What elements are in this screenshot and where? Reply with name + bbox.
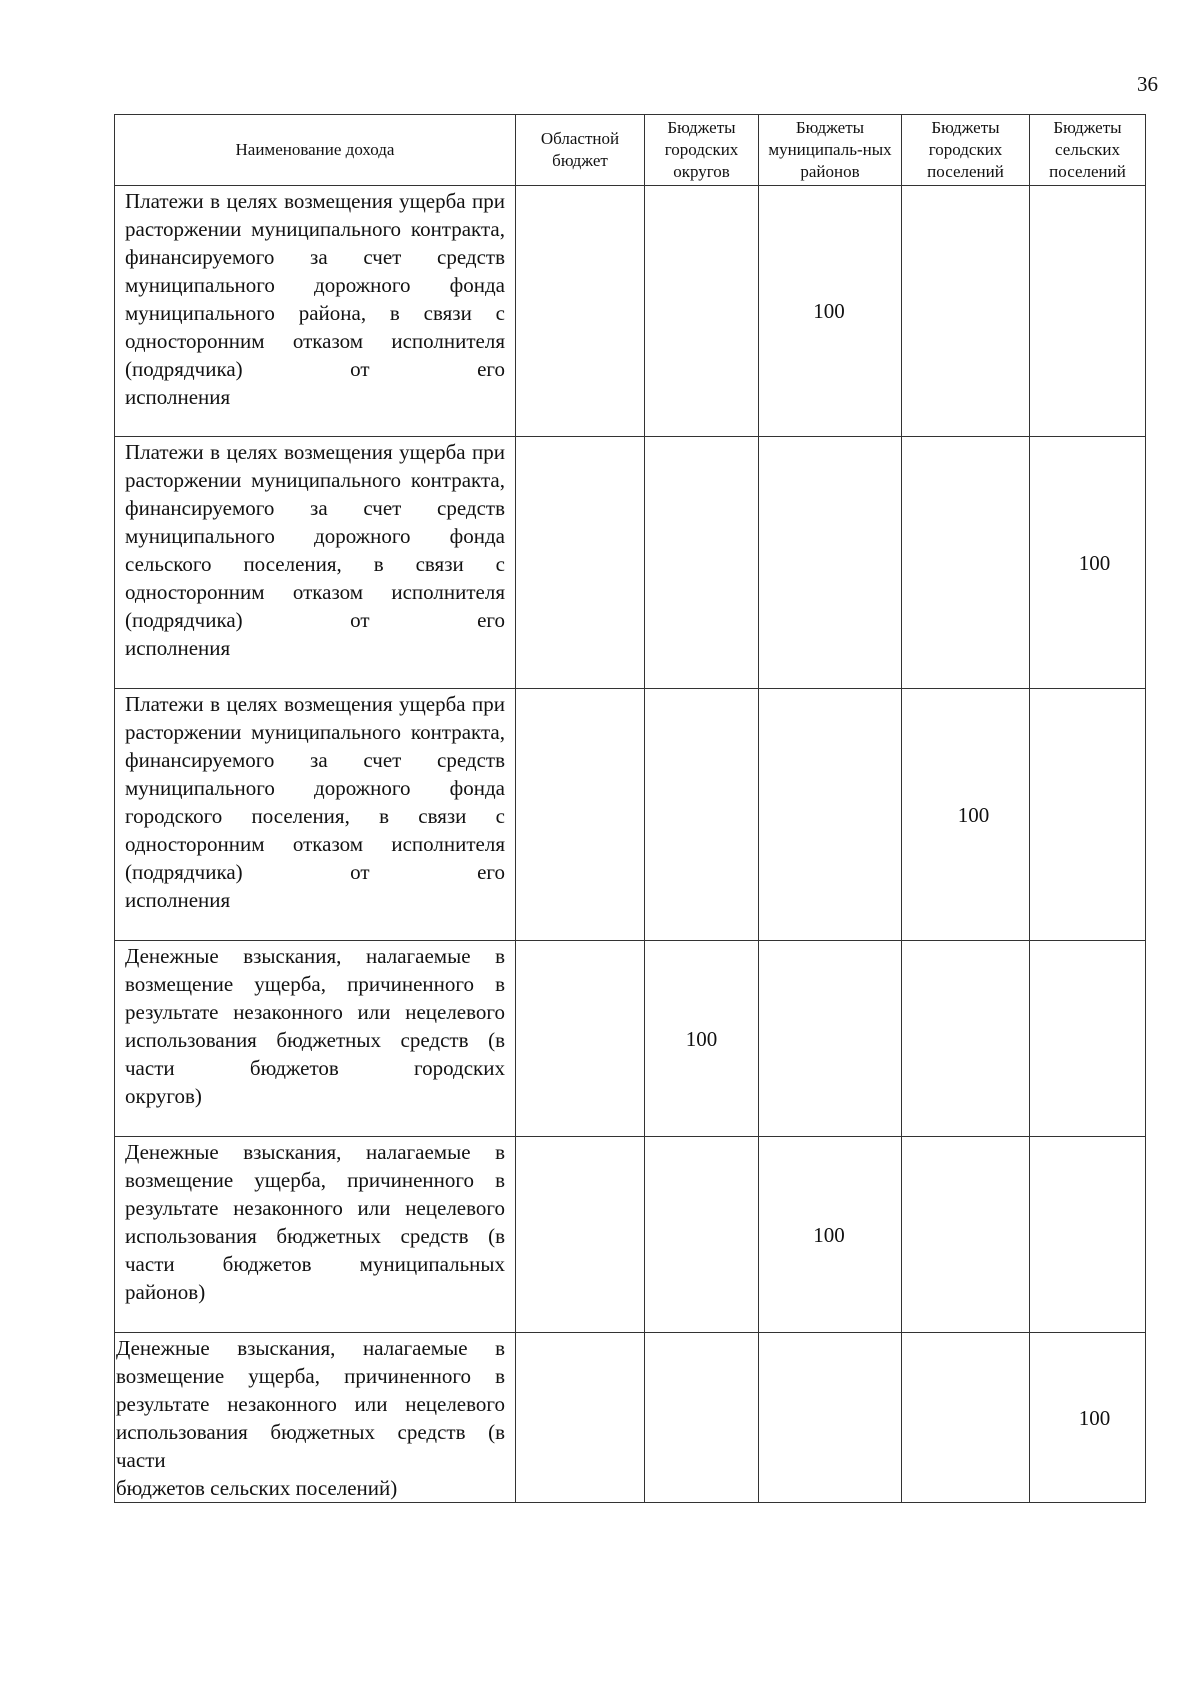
table-row <box>115 941 1146 1137</box>
table-row <box>115 689 1146 941</box>
revenue-name-text-tail: округов) <box>125 1084 202 1108</box>
municipal-district-value <box>759 437 902 689</box>
header-urban-settlement-budgets: Бюджеты городских поселений <box>902 115 1030 186</box>
rural-settlement-value: 100 <box>1030 1333 1146 1503</box>
city-district-value <box>645 437 759 689</box>
rural-settlement-value: 100 <box>1030 437 1146 689</box>
municipal-district-value: 100 <box>759 1137 902 1333</box>
revenue-name-text-tail: районов) <box>125 1280 206 1304</box>
rural-settlement-value <box>1030 1137 1146 1333</box>
header-regional-budget: Областной бюджет <box>516 115 645 186</box>
revenue-name-text: Денежные взыскания, налагаемые в возмещение ущерба, причиненного в результате незаконного или нецелевого использования бюджетных средств (в части бюджетов муниципальных <box>125 1140 505 1276</box>
table-header-row <box>115 115 1146 186</box>
urban-settlement-value <box>902 186 1030 437</box>
revenue-name-text: Денежные взыскания, налагаемые в возмещение ущерба, причиненного в результате незаконного или нецелевого использования бюджетных средств (в части <box>116 1336 505 1472</box>
city-district-value <box>645 1137 759 1333</box>
table-row <box>115 437 1146 689</box>
table-row <box>115 1137 1146 1333</box>
revenue-name-text-tail: исполнения <box>125 385 231 409</box>
urban-settlement-value: 100 <box>902 689 1030 941</box>
regional-budget-value <box>516 941 645 1137</box>
regional-budget-value <box>516 186 645 437</box>
revenue-name-cell <box>115 186 516 437</box>
regional-budget-value <box>516 1333 645 1503</box>
city-district-value <box>645 1333 759 1503</box>
city-district-value <box>645 689 759 941</box>
regional-budget-value <box>516 1137 645 1333</box>
header-revenue-name: Наименование дохода <box>115 115 516 186</box>
urban-settlement-value <box>902 1137 1030 1333</box>
header-city-district-budgets: Бюджеты городских округов <box>645 115 759 186</box>
revenue-name-cell <box>115 1333 516 1503</box>
municipal-district-value: 100 <box>759 186 902 437</box>
revenue-name-text-tail: исполнения <box>125 636 231 660</box>
city-district-value <box>645 186 759 437</box>
page-number: 36 <box>1137 72 1158 96</box>
urban-settlement-value <box>902 1333 1030 1503</box>
urban-settlement-value <box>902 941 1030 1137</box>
revenue-name-text: Денежные взыскания, налагаемые в возмещение ущерба, причиненного в результате незаконного или нецелевого использования бюджетных средств (в части бюджетов городских <box>125 944 505 1080</box>
rural-settlement-value <box>1030 186 1146 437</box>
revenue-name-cell <box>115 689 516 941</box>
table-row <box>115 186 1146 437</box>
revenue-name-cell <box>115 437 516 689</box>
revenue-name-cell <box>115 1137 516 1333</box>
header-rural-settlement-budgets: Бюджеты сельских поселений <box>1030 115 1146 186</box>
municipal-district-value <box>759 941 902 1137</box>
revenue-distribution-table <box>114 114 1146 1503</box>
revenue-name-cell <box>115 941 516 1137</box>
revenue-name-text: Платежи в целях возмещения ущерба при расторжении муниципального контракта, финансируемого за счет средств муниципального дорожного фонда сельского поселения, в связи с односторонним отказом исполнителя (подрядчика) от его <box>125 440 505 632</box>
revenue-name-text-tail: исполнения <box>125 888 231 912</box>
revenue-name-text-tail: бюджетов сельских поселений) <box>116 1476 398 1500</box>
urban-settlement-value <box>902 437 1030 689</box>
table-row <box>115 1333 1146 1503</box>
regional-budget-value <box>516 437 645 689</box>
rural-settlement-value <box>1030 941 1146 1137</box>
municipal-district-value <box>759 1333 902 1503</box>
revenue-name-text: Платежи в целях возмещения ущерба при расторжении муниципального контракта, финансируемого за счет средств муниципального дорожного фонда муниципального района, в связи с односторонним отказом исполнителя (подрядчика) от его <box>125 189 505 381</box>
city-district-value: 100 <box>645 941 759 1137</box>
municipal-district-value <box>759 689 902 941</box>
rural-settlement-value <box>1030 689 1146 941</box>
regional-budget-value <box>516 689 645 941</box>
revenue-name-text: Платежи в целях возмещения ущерба при расторжении муниципального контракта, финансируемого за счет средств муниципального дорожного фонда городского поселения, в связи с односторонним отказом исполнителя (подрядчика) от его <box>125 692 505 884</box>
header-municipal-district-budgets: Бюджеты муниципаль-ных районов <box>759 115 902 186</box>
